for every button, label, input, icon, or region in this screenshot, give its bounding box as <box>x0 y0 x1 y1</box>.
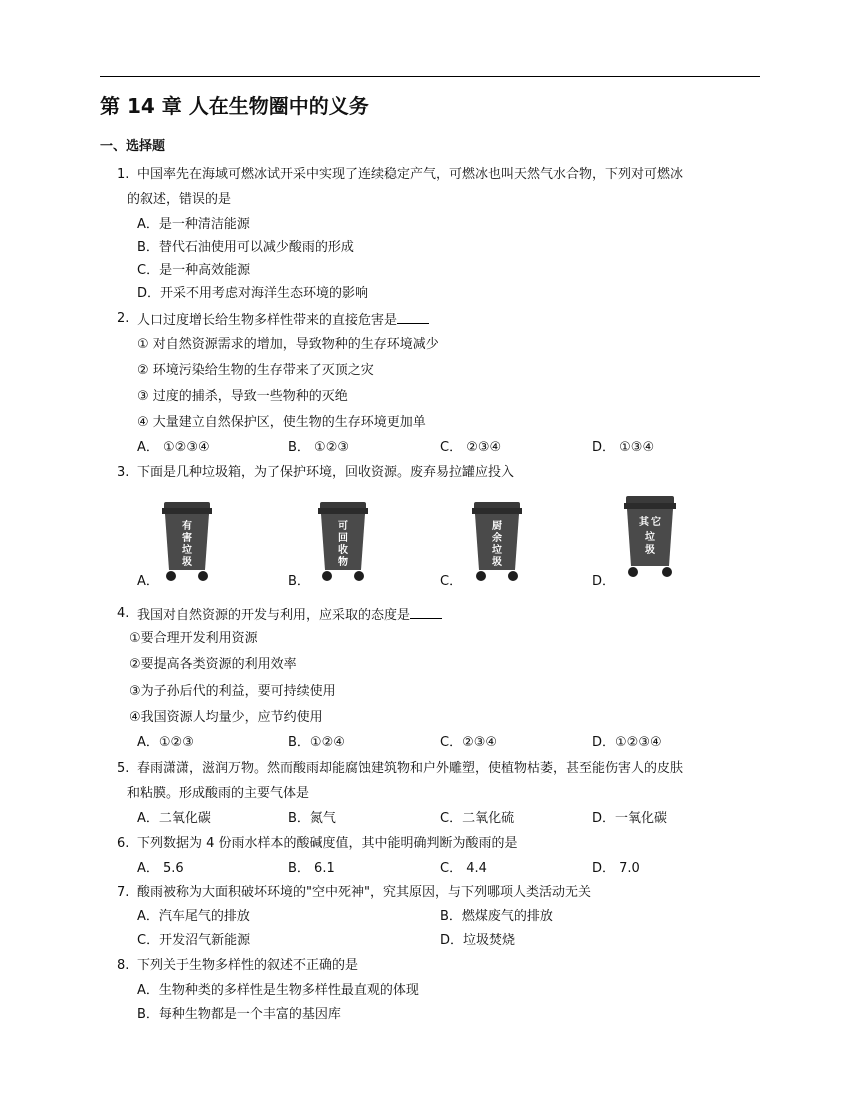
q6-number: 6. <box>117 836 130 851</box>
q4-option-a: A．①②③ <box>137 735 194 750</box>
q7-option-a: A．汽车尾气的排放 <box>137 909 250 924</box>
q1-option-a: A．是一种清洁能源 <box>137 217 250 232</box>
q7-stem: 酸雨被称为大面积破坏环境的"空中死神"，究其原因，与下列哪项人类活动无关 <box>137 885 591 900</box>
q2-stem-row <box>137 311 429 329</box>
chapter-title: 第 14 章 人在生物圈中的义务 <box>100 94 369 118</box>
q3-stem: 下面是几种垃圾箱，为了保护环境，回收资源。废弃易拉罐应投入 <box>137 465 515 480</box>
q4-option-c: C．②③④ <box>440 735 498 750</box>
q5-number: 5. <box>117 761 130 776</box>
q1-stem-line2: 的叙述，错误的是 <box>127 192 232 207</box>
q5-option-c: C．二氧化硫 <box>440 811 515 826</box>
bin-label-char: 垃 <box>645 532 655 543</box>
q8-option-a: A．生物种类的多样性是生物多样性最直观的体现 <box>137 983 419 998</box>
q3-option-c: C． <box>440 574 463 589</box>
q6-option-a: A． 5.6 <box>137 861 184 876</box>
q2-item-2: ② 环境污染给生物的生存带来了灭顶之灾 <box>137 363 374 378</box>
q2-option-a: A． ①②③④ <box>137 440 210 455</box>
q4-item-4: ④我国资源人均量少，应节约使用 <box>129 710 323 725</box>
q3-option-a: A． <box>137 574 159 589</box>
q2-item-3: ③ 过度的捕杀，导致一些物种的灭绝 <box>137 389 348 404</box>
q4-item-3: ③为子孙后代的利益，要可持续使用 <box>129 684 336 699</box>
q5-option-b: B．氮气 <box>288 811 336 826</box>
bin-label-char: 收 <box>338 545 348 556</box>
q4-option-d: D．①②③④ <box>592 735 662 750</box>
q8-number: 8. <box>117 958 130 973</box>
section-heading: 一、选择题 <box>100 139 166 154</box>
q4-item-1: ①要合理开发利用资源 <box>129 631 258 646</box>
q3-option-d: D． <box>592 574 616 589</box>
other-waste-bin-icon <box>619 494 681 578</box>
q6-option-c: C． 4.4 <box>440 861 487 876</box>
q6-option-d: D． 7.0 <box>592 861 640 876</box>
q2-stem: 人口过度增长给生物多样性带来的直接危害是 <box>137 313 398 328</box>
recyclables-bin-icon <box>314 500 372 582</box>
kitchen-waste-bin-icon <box>468 500 526 582</box>
q4-stem-row <box>137 606 442 624</box>
bin-label-char: 害 <box>182 533 192 544</box>
bin-label-char: 余 <box>492 533 502 544</box>
q3-option-b: B． <box>288 574 310 589</box>
bin-label-char: 有 <box>182 521 192 532</box>
bin-label-char: 物 <box>338 557 348 568</box>
bin-label-char: 圾 <box>645 545 655 556</box>
bin-label-char: 圾 <box>492 557 502 568</box>
q7-option-b: B．燃煤废气的排放 <box>440 909 553 924</box>
q6-option-b: B． 6.1 <box>288 861 335 876</box>
q2-item-1: ① 对自然资源需求的增加，导致物种的生存环境减少 <box>137 337 439 352</box>
bin-label-char: 它 <box>651 517 661 528</box>
answer-blank <box>397 311 429 324</box>
q5-stem-line1: 春雨潇潇，滋润万物。然而酸雨却能腐蚀建筑物和户外雕塑，使植物枯萎，甚至能伤害人的皮肤 <box>137 761 684 776</box>
bin-label-char: 垃 <box>492 545 502 556</box>
bin-label-char: 回 <box>338 533 348 544</box>
q6-stem: 下列数据为 4 份雨水样本的酸碱度值，其中能明确判断为酸雨的是 <box>137 836 518 851</box>
q8-option-b: B．每种生物都是一个丰富的基因库 <box>137 1007 341 1022</box>
q2-item-4: ④ 大量建立自然保护区，使生物的生存环境更加单 <box>137 415 426 430</box>
bin-label-char: 圾 <box>182 557 192 568</box>
q7-option-d: D．垃圾焚烧 <box>440 933 516 948</box>
q2-option-c: C． ②③④ <box>440 440 502 455</box>
q4-number: 4. <box>117 606 130 621</box>
hazardous-waste-bin-icon <box>158 500 216 582</box>
header-rule <box>100 76 760 77</box>
q1-option-d: D．开采不用考虑对海洋生态环境的影响 <box>137 286 369 301</box>
q3-number: 3. <box>117 465 130 480</box>
q2-option-b: B． ①②③ <box>288 440 350 455</box>
q2-number: 2. <box>117 311 130 326</box>
q4-item-2: ②要提高各类资源的利用效率 <box>129 657 297 672</box>
q1-number: 1. <box>117 167 130 182</box>
q4-option-b: B．①②④ <box>288 735 345 750</box>
q1-option-b: B．替代石油使用可以减少酸雨的形成 <box>137 240 354 255</box>
bin-label-char: 垃 <box>182 545 192 556</box>
q5-option-d: D．一氧化碳 <box>592 811 668 826</box>
q4-stem: 我国对自然资源的开发与利用，应采取的态度是 <box>137 608 411 623</box>
q1-stem-line1: 中国率先在海域可燃冰试开采中实现了连续稳定产气，可燃冰也叫天然气水合物，下列对可燃冰 <box>137 167 684 182</box>
q7-option-c: C．开发沼气新能源 <box>137 933 251 948</box>
q2-option-d: D． ①③④ <box>592 440 655 455</box>
q8-stem: 下列关于生物多样性的叙述不正确的是 <box>137 958 359 973</box>
answer-blank <box>410 606 442 619</box>
q5-option-a: A．二氧化碳 <box>137 811 211 826</box>
bin-label-char: 厨 <box>492 521 502 532</box>
bin-label-char: 可 <box>338 521 348 532</box>
q1-option-c: C．是一种高效能源 <box>137 263 251 278</box>
q7-number: 7. <box>117 885 130 900</box>
bin-label-char: 其 <box>639 517 649 528</box>
q5-stem-line2: 和粘膜。形成酸雨的主要气体是 <box>127 786 310 801</box>
